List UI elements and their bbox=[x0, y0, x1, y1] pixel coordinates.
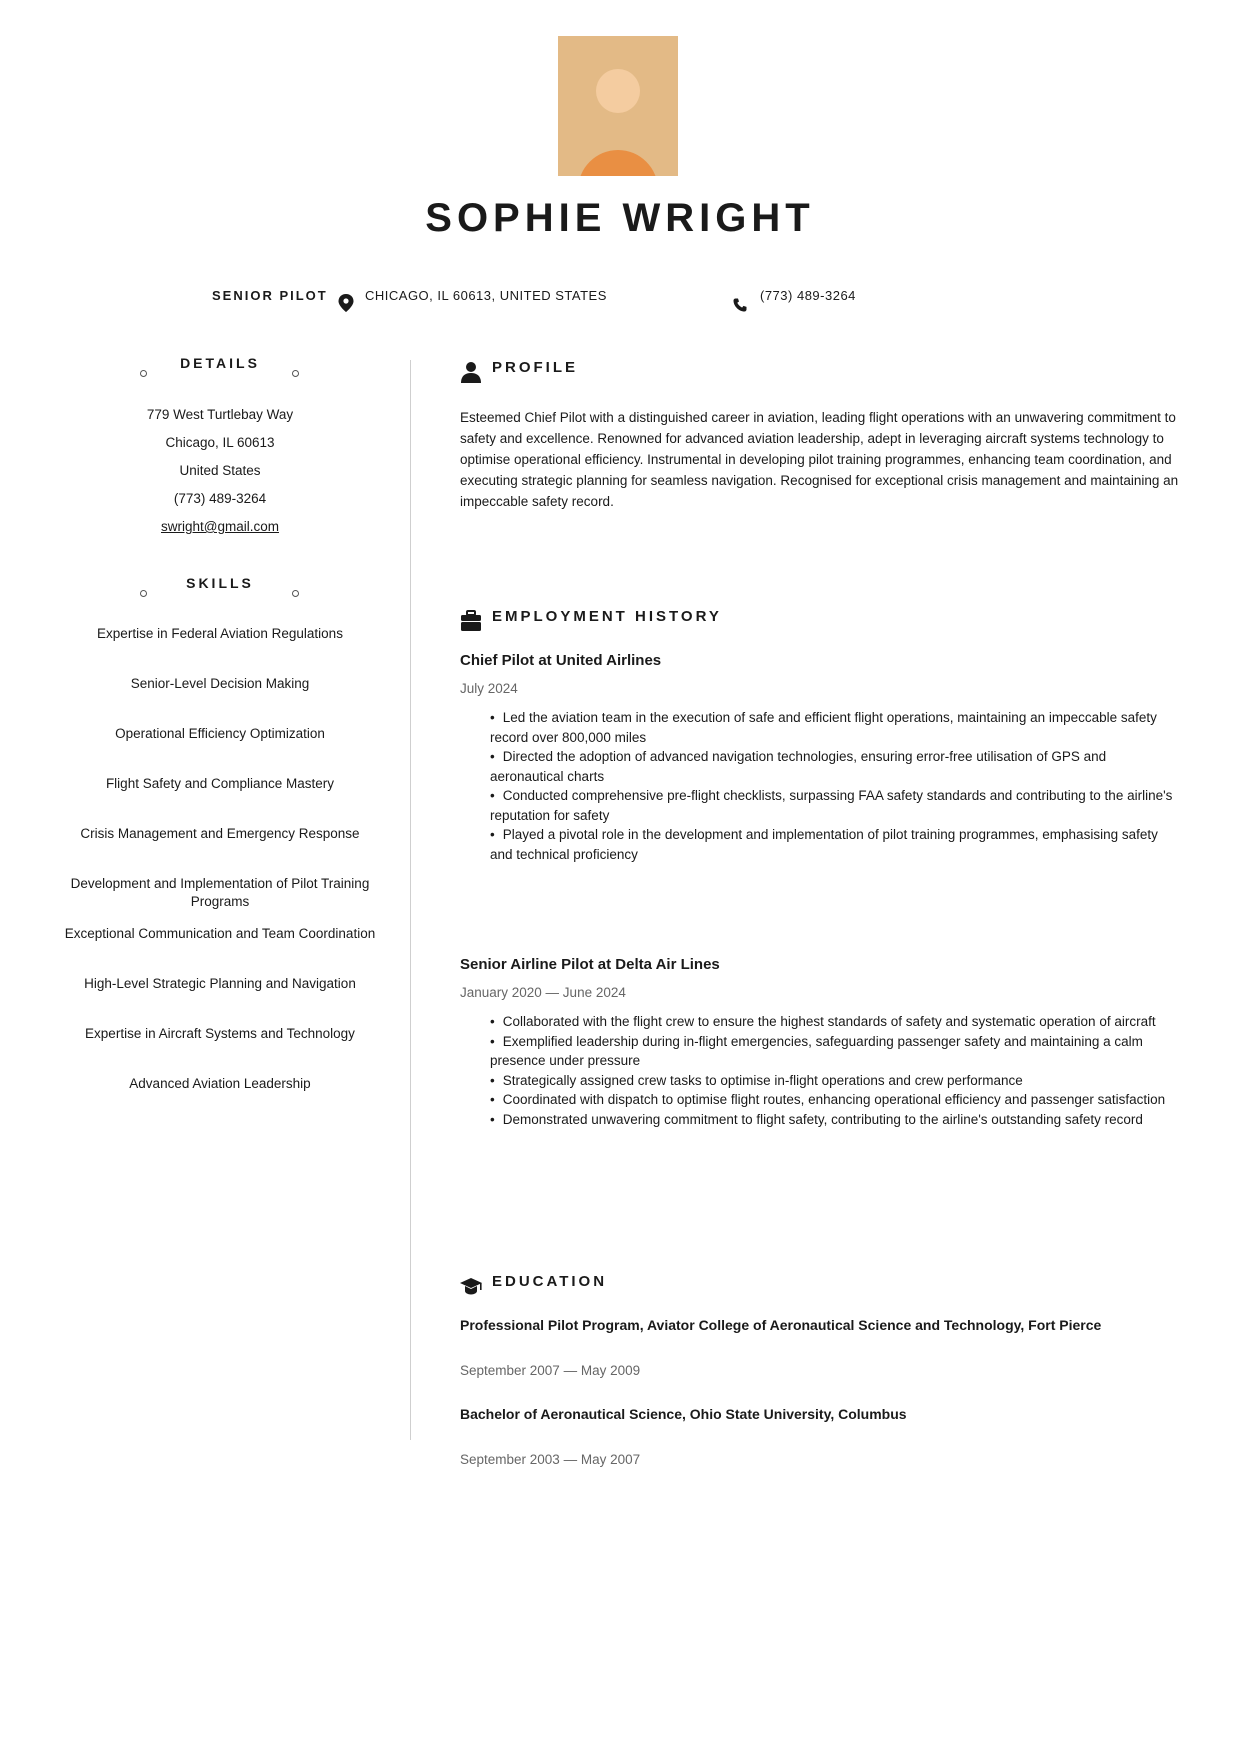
details-block bbox=[40, 401, 400, 541]
skill-item: Crisis Management and Emergency Response bbox=[80, 826, 360, 841]
photo-head-shape bbox=[596, 69, 640, 113]
skill-item: Expertise in Aircraft Systems and Technology bbox=[85, 1026, 355, 1041]
job-bullet-list bbox=[490, 708, 1180, 864]
job-bullet-list bbox=[490, 1012, 1180, 1129]
job-bullet: • Collaborated with the flight crew to ensure the highest standards of safety and systematic operation of aircraft bbox=[490, 1014, 1156, 1029]
header-address: CHICAGO, IL 60613, UNITED STATES bbox=[365, 288, 607, 303]
job-bullet: • Coordinated with dispatch to optimise flight routes, enhancing operational efficiency and passenger satisfaction bbox=[490, 1092, 1166, 1107]
skill-item: Advanced Aviation Leadership bbox=[129, 1076, 311, 1091]
profile-photo bbox=[558, 36, 678, 176]
right-column bbox=[460, 355, 1180, 1467]
skill-item: Operational Efficiency Optimization bbox=[115, 726, 325, 741]
left-column bbox=[40, 355, 400, 1125]
skills-list bbox=[40, 625, 400, 1093]
details-email-link[interactable]: swright@gmail.com bbox=[161, 519, 279, 534]
employment-heading-text: EMPLOYMENT HISTORY bbox=[492, 608, 722, 625]
details-heading bbox=[40, 355, 400, 379]
skill-item: Flight Safety and Compliance Mastery bbox=[105, 776, 335, 791]
phone-icon bbox=[733, 298, 747, 312]
profile-heading bbox=[460, 355, 1180, 381]
job-bullet: • Strategically assigned crew tasks to optimise in-flight operations and crew performance bbox=[490, 1072, 1023, 1088]
job-bullet: • Directed the adoption of advanced navigation technologies, ensuring error-free utilisation of GPS and aeronautical charts bbox=[490, 749, 1107, 784]
graduation-cap-icon bbox=[460, 1275, 482, 1297]
details-street: 779 West Turtlebay Way bbox=[146, 407, 294, 422]
education-entry bbox=[460, 1406, 1180, 1467]
details-country: United States bbox=[179, 463, 261, 478]
heading-dot-icon bbox=[292, 370, 299, 377]
job-bullet: • Led the aviation team in the execution of safe and efficient flight operations, maintaining an impeccable safety record over 800,000 miles bbox=[490, 710, 1157, 745]
job-entry bbox=[460, 652, 1180, 864]
education-heading bbox=[460, 1269, 1180, 1295]
education-dates: September 2003 — May 2007 bbox=[460, 1452, 641, 1467]
education-entry bbox=[460, 1317, 1180, 1378]
candidate-name: SOPHIE WRIGHT bbox=[425, 196, 815, 240]
column-divider bbox=[410, 360, 411, 1440]
person-icon bbox=[460, 361, 482, 383]
details-city: Chicago, IL 60613 bbox=[165, 435, 275, 450]
heading-dot-icon bbox=[140, 370, 147, 377]
skill-item: Senior-Level Decision Making bbox=[130, 676, 310, 691]
details-phone: (773) 489-3264 bbox=[173, 491, 267, 506]
job-entry bbox=[460, 956, 1180, 1129]
education-title: Professional Pilot Program, Aviator College of Aeronautical Science and Technology, Fort Pierce bbox=[460, 1317, 1102, 1333]
heading-dot-icon bbox=[292, 590, 299, 597]
profile-heading-text: PROFILE bbox=[492, 359, 579, 376]
skill-item: Expertise in Federal Aviation Regulations bbox=[97, 626, 343, 641]
job-bullet: • Played a pivotal role in the development and implementation of pilot training programmes, emphasising safety and technical proficiency bbox=[490, 827, 1158, 862]
header-phone: (773) 489-3264 bbox=[760, 288, 856, 303]
skill-item: Development and Implementation of Pilot Training Programs bbox=[70, 876, 370, 909]
education-dates: September 2007 — May 2009 bbox=[460, 1363, 641, 1378]
photo-body-shape bbox=[578, 150, 658, 176]
job-dates: January 2020 — June 2024 bbox=[460, 985, 626, 1000]
skill-item: High-Level Strategic Planning and Navigation bbox=[84, 976, 356, 991]
job-bullet: • Conducted comprehensive pre-flight checklists, surpassing FAA safety standards and contributing to the airline's reputation for safety bbox=[490, 788, 1173, 823]
skill-item: Exceptional Communication and Team Coordination bbox=[64, 926, 376, 941]
location-pin-icon bbox=[338, 294, 354, 312]
job-bullet: • Exemplified leadership during in-flight emergencies, safeguarding passenger safety and maintaining a calm presence under pressure bbox=[490, 1033, 1143, 1068]
job-title: SENIOR PILOT bbox=[212, 288, 328, 303]
job-dates: July 2024 bbox=[460, 681, 518, 696]
education-heading-text: EDUCATION bbox=[492, 1273, 608, 1290]
profile-summary: Esteemed Chief Pilot with a distinguished career in aviation, leading flight operations with an unwavering commitment to safety and excellence. Renowned for advanced aviation leadership, adept in leveraging aircraft systems technology to optimise operational efficiency. Instrumental in developing pilot training programmes, enhancing team coordination, and executing strategic planning for seamless navigation. Recognised for exceptional crisis management and maintaining an impeccable safety record. bbox=[460, 410, 1179, 509]
job-position: Senior Airline Pilot at Delta Air Lines bbox=[460, 956, 720, 973]
heading-dot-icon bbox=[140, 590, 147, 597]
employment-heading bbox=[460, 604, 1180, 630]
details-heading-text: DETAILS bbox=[180, 355, 260, 371]
job-bullet: • Demonstrated unwavering commitment to flight safety, contributing to the airline's outstanding safety record bbox=[490, 1111, 1143, 1127]
skills-heading-text: SKILLS bbox=[186, 575, 254, 591]
skills-heading bbox=[40, 575, 400, 599]
education-title: Bachelor of Aeronautical Science, Ohio State University, Columbus bbox=[460, 1406, 907, 1422]
job-position: Chief Pilot at United Airlines bbox=[460, 652, 662, 669]
briefcase-icon bbox=[460, 610, 482, 632]
